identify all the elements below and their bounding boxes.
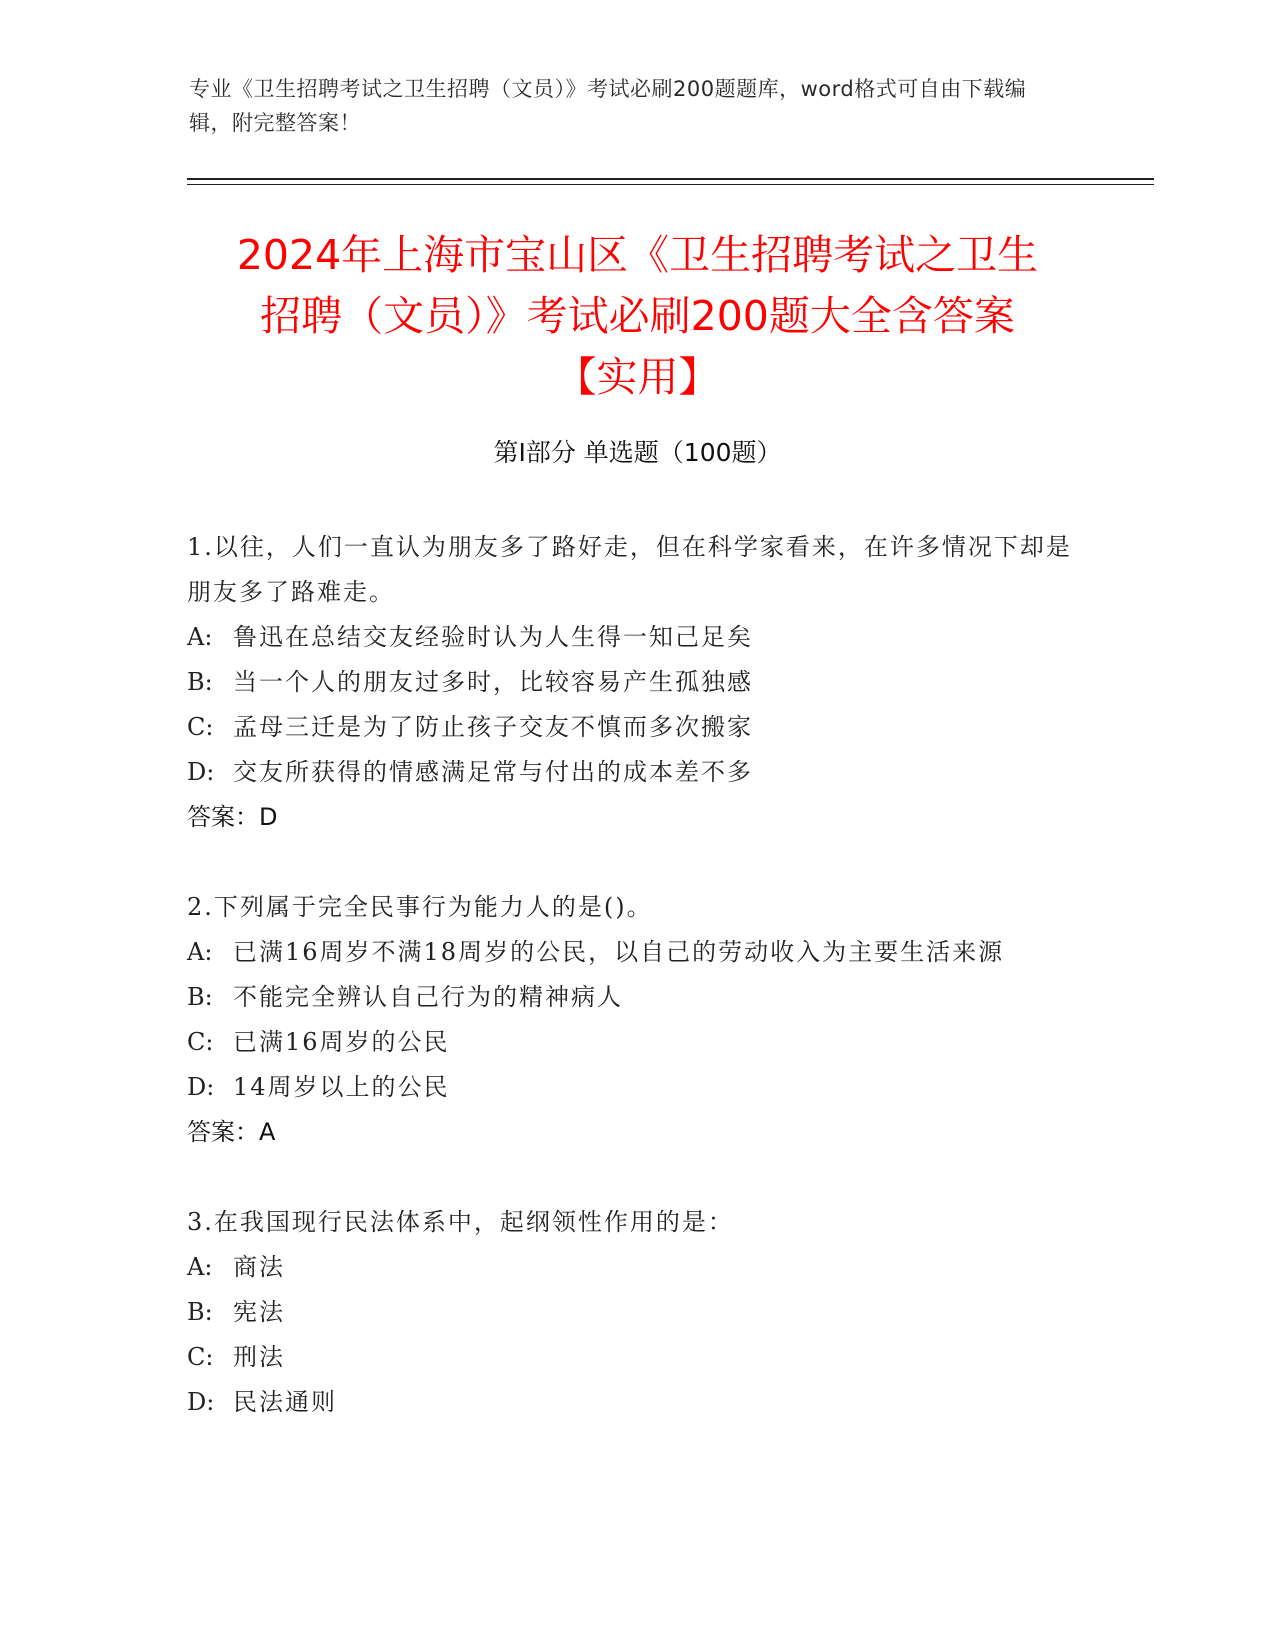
option-letter: A: — [187, 1253, 213, 1281]
header-divider-thick — [187, 178, 1154, 180]
option-row — [187, 1380, 1092, 1425]
document-title-line-3: 【实用】 — [555, 353, 720, 401]
document-title-line-1: 2024年上海市宝山区《卫生招聘考试之卫生 — [236, 231, 1039, 279]
option-text: 不能完全辨认自己行为的精神病人 — [233, 983, 623, 1011]
option-letter: D: — [187, 1073, 215, 1101]
header-note: 专业《卫生招聘考试之卫生招聘（文员）》考试必刷200题题库，word格式可自由下载编辑，附完整答案！ — [189, 77, 1027, 135]
option-row — [187, 1065, 1092, 1110]
option-row — [187, 1245, 1092, 1290]
option-row — [187, 750, 1092, 795]
document-title-line-2: 招聘（文员）》考试必刷200题大全含答案 — [260, 292, 1015, 340]
option-text: 交友所获得的情感满足常与付出的成本差不多 — [233, 758, 753, 786]
option-letter: A: — [187, 938, 213, 966]
option-text: 孟母三迁是为了防止孩子交友不慎而多次搬家 — [233, 713, 753, 741]
document-title — [160, 225, 1115, 408]
option-letter: C: — [187, 1028, 214, 1056]
answer-line: 答案：D — [187, 803, 278, 831]
option-row — [187, 1290, 1092, 1335]
question-stem: 3.在我国现行民法体系中，起纲领性作用的是： — [187, 1208, 734, 1236]
option-text: 14周岁以上的公民 — [233, 1073, 450, 1101]
option-text: 已满16周岁不满18周岁的公民，以自己的劳动收入为主要生活来源 — [233, 938, 1005, 966]
option-letter: C: — [187, 1343, 214, 1371]
option-letter: A: — [187, 623, 213, 651]
option-text: 宪法 — [233, 1298, 285, 1326]
option-row — [187, 1335, 1092, 1380]
answer-line: 答案：A — [187, 1118, 276, 1146]
option-text: 商法 — [233, 1253, 285, 1281]
option-row — [187, 1020, 1092, 1065]
option-letter: D: — [187, 758, 215, 786]
question-item — [187, 885, 1092, 1155]
option-letter: B: — [187, 1298, 213, 1326]
header-divider-thin — [187, 184, 1154, 185]
option-text: 刑法 — [233, 1343, 285, 1371]
option-row — [187, 660, 1092, 705]
option-row — [187, 930, 1092, 975]
option-row — [187, 975, 1092, 1020]
section-heading: 第Ⅰ部分 单选题（100题） — [493, 438, 782, 467]
option-row — [187, 615, 1092, 660]
option-letter: B: — [187, 668, 213, 696]
option-letter: C: — [187, 713, 214, 741]
question-stem: 2.下列属于完全民事行为能力人的是()。 — [187, 893, 653, 921]
question-item — [187, 525, 1092, 840]
option-row — [187, 705, 1092, 750]
question-stem: 1.以往，人们一直认为朋友多了路好走，但在科学家看来，在许多情况下却是朋友多了路难走。 — [187, 533, 1072, 606]
option-text: 当一个人的朋友过多时，比较容易产生孤独感 — [233, 668, 753, 696]
option-letter: D: — [187, 1388, 215, 1416]
option-letter: B: — [187, 983, 213, 1011]
option-text: 鲁迅在总结交友经验时认为人生得一知己足矣 — [233, 623, 753, 651]
option-text: 民法通则 — [233, 1388, 337, 1416]
question-item — [187, 1200, 1092, 1425]
question-list — [187, 525, 1092, 1470]
option-text: 已满16周岁的公民 — [233, 1028, 450, 1056]
